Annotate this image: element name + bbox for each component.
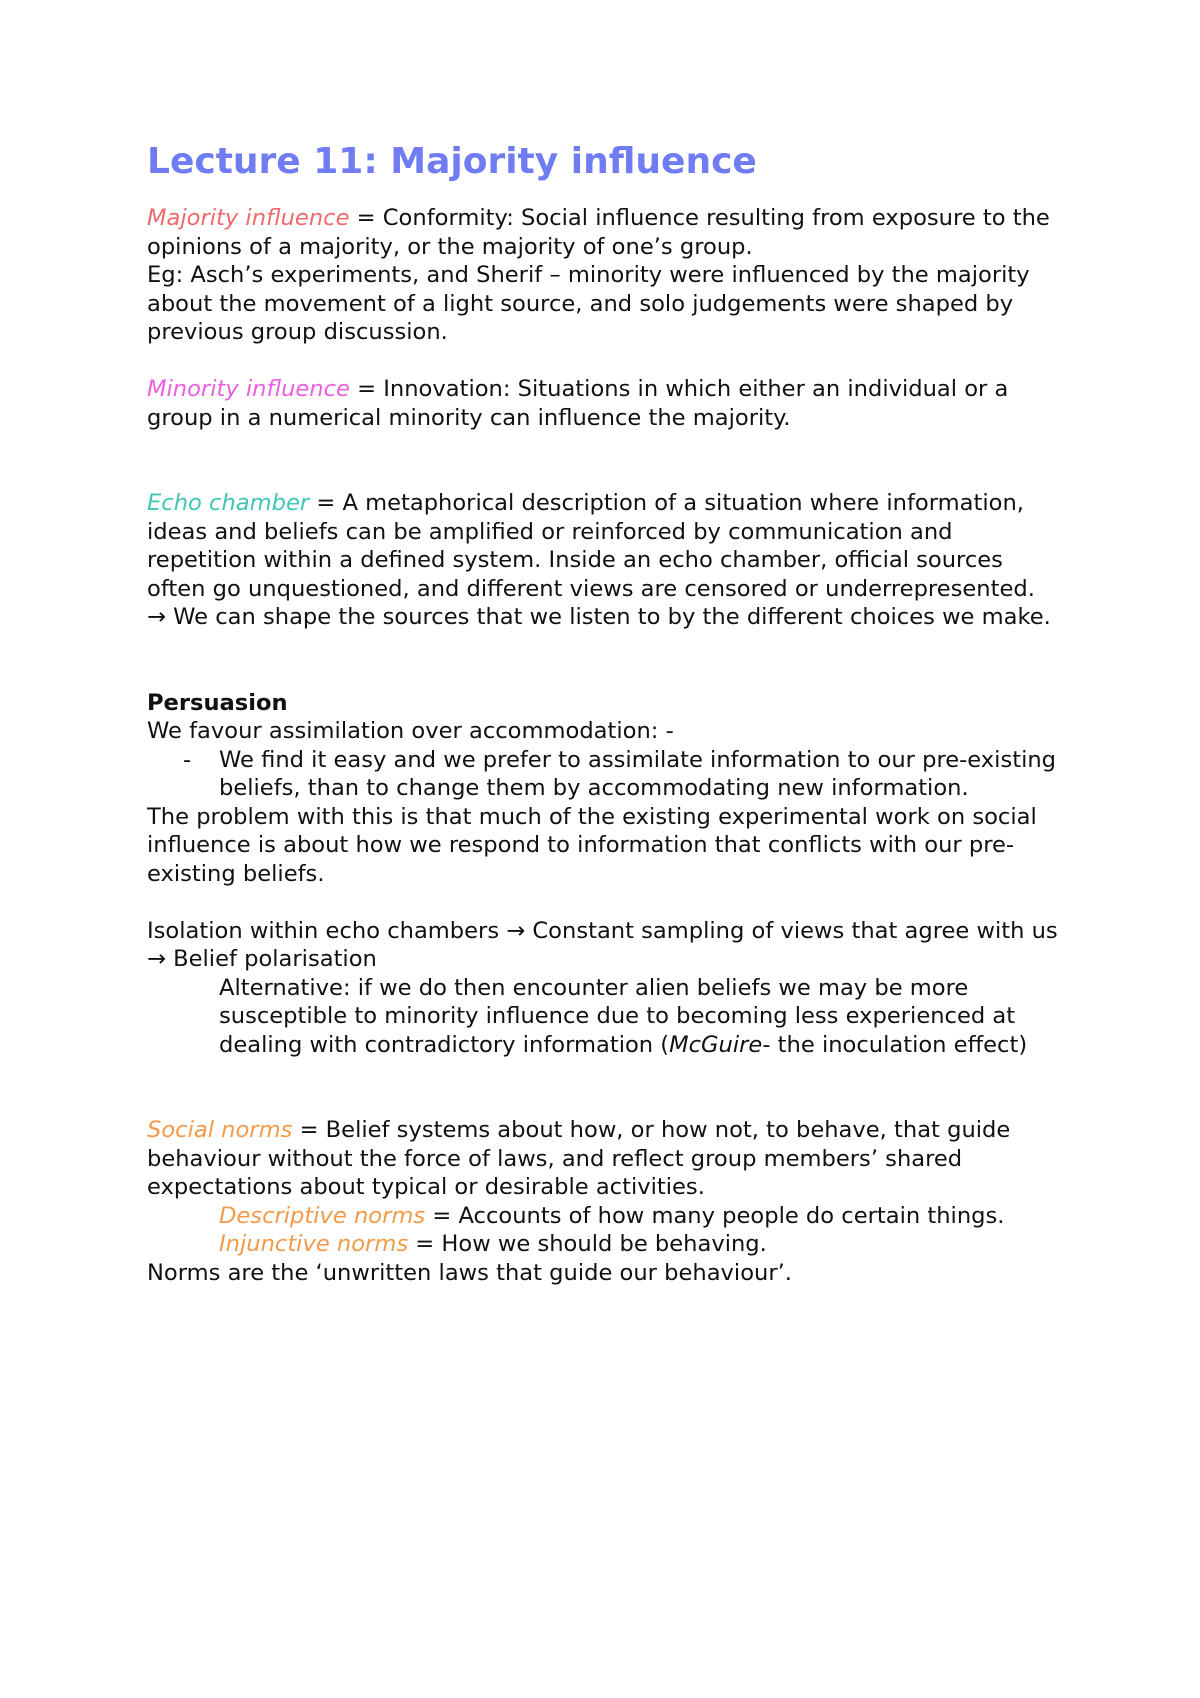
alternative-paragraph <box>147 974 1067 1060</box>
majority-definition <box>147 204 1067 261</box>
bullet-text: We find it easy and we prefer to assimilate information to our pre-existing beliefs, than to change them by accommodating new information. <box>219 746 1057 801</box>
echo-term: Echo chamber <box>147 490 310 516</box>
alternative-reference: McGuire <box>669 1031 763 1058</box>
alternative-text: Alternative: if we do then encounter alien beliefs we may be more susceptible to minority influence due to becoming less experienced at dealing with contradictory information ( <box>219 974 1016 1058</box>
echo-definition-text: = A metaphorical description of a situation where information, ideas and beliefs can be amplified or reinforced by communication and repetition within a defined system. Inside an echo chamber, official sources often go unquestioned, and different views are censored or underrepresented. <box>147 490 1035 602</box>
norms-summary: Norms are the ‘unwritten laws that guide our behaviour’. <box>147 1259 792 1286</box>
descriptive-definition: = Accounts of how many people do certain things. <box>425 1202 1005 1229</box>
isolation-chain: Isolation within echo chambers → Constant sampling of views that agree with us → Belief polarisation <box>147 917 1058 972</box>
persuasion-heading: Persuasion <box>147 689 288 716</box>
document-page <box>147 140 1067 1287</box>
list-item <box>147 746 1067 803</box>
majority-term: Majority influence <box>147 205 350 231</box>
minority-definition <box>147 375 1067 432</box>
minority-term: Minority influence <box>147 376 350 402</box>
alternative-text-end: - the inoculation effect) <box>762 1031 1028 1058</box>
persuasion-problem: The problem with this is that much of the existing experimental work on social influence is about how we respond to information that conflicts with our pre-existing beliefs. <box>147 803 1037 887</box>
majority-definition-text: = Conformity: Social influence resulting from exposure to the opinions of a majority, or the majority of one’s group. <box>147 205 1050 260</box>
minority-definition-text: = Innovation: Situations in which either an individual or a group in a numerical minority can influence the majority. <box>147 376 1009 431</box>
bullet-marker: - <box>183 746 192 773</box>
injunctive-term: Injunctive norms <box>219 1231 409 1257</box>
injunctive-norms <box>147 1230 1067 1259</box>
norms-definition <box>147 1116 1067 1202</box>
norms-term: Social norms <box>147 1117 293 1143</box>
page-title: Lecture 11: Majority influence <box>147 141 757 182</box>
persuasion-intro: We favour assimilation over accommodation: - <box>147 718 674 744</box>
injunctive-definition: = How we should be behaving. <box>408 1231 767 1257</box>
majority-example: Eg: Asch’s experiments, and Sherif – minority were influenced by the majority about the movement of a light source, and solo judgements were shaped by previous group discussion. <box>147 262 1030 345</box>
echo-note: → We can shape the sources that we listen to by the different choices we make. <box>147 604 1051 630</box>
descriptive-term: Descriptive norms <box>219 1202 426 1229</box>
echo-definition <box>147 489 1067 603</box>
descriptive-norms <box>147 1202 1067 1231</box>
norms-definition-text: = Belief systems about how, or how not, to behave, that guide behaviour without the force of laws, and reflect group members’ shared expectations about typical or desirable activities. <box>147 1117 1011 1200</box>
